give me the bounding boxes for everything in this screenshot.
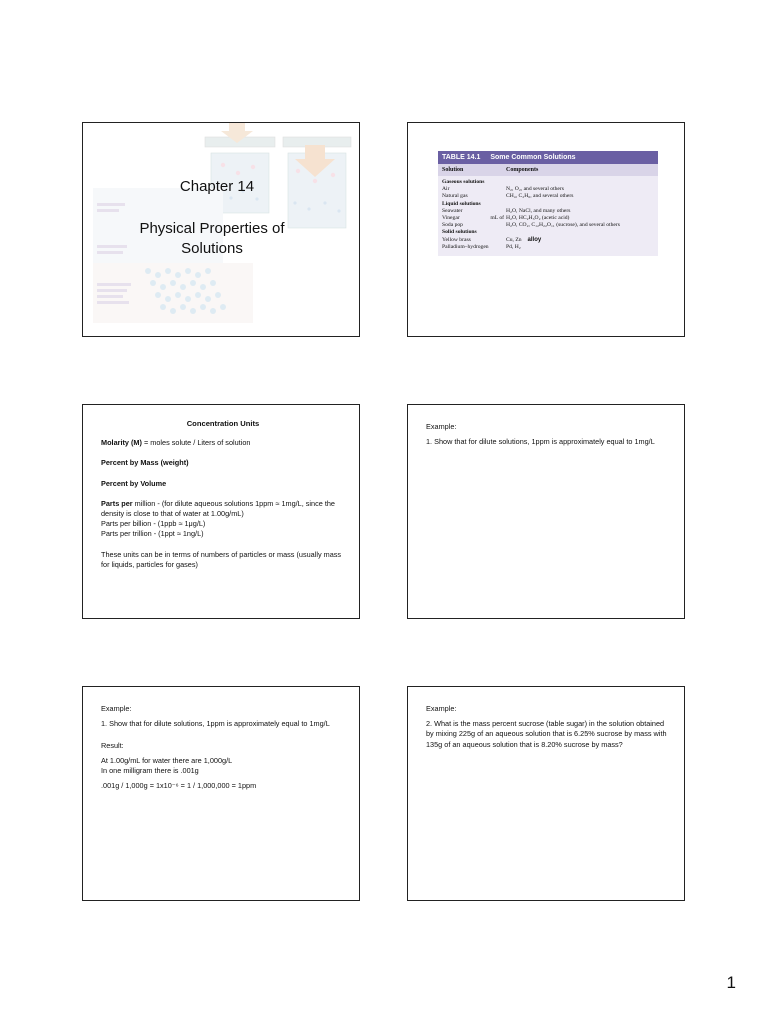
alloy-note: alloy (527, 236, 542, 243)
ppm-line (101, 499, 345, 519)
column-header-solution: Solution (442, 167, 464, 173)
table-row (442, 208, 654, 215)
slide-example-2 (407, 686, 685, 901)
example-label: Example: (426, 422, 457, 431)
row-components: Pd, H₂ (506, 243, 521, 250)
column-header-components: Components (506, 167, 539, 173)
molarity-text: = moles solute / Liters of solution (141, 438, 251, 448)
table-row (442, 193, 654, 200)
molarity-label: Molarity (M) (101, 438, 142, 448)
result-line-2: In one milligram there is .001g (101, 765, 199, 775)
row-solution-text: Vinegar (442, 214, 460, 221)
example-label: Example: (426, 704, 457, 713)
table-row (442, 222, 654, 229)
example-question: 2. What is the mass percent sucrose (table sugar) in the solution obtained by mixing 225g of an aqueous solution that is 6.25% sucrose by mass with 135g of an aqueous solution that is 8.20% sucrose by mass? (426, 719, 667, 749)
row-solution: Natural gas (442, 193, 468, 200)
table-row (442, 179, 654, 186)
slide-content (426, 704, 670, 750)
row-solution: Palladium–hydrogen (442, 243, 489, 250)
row-solution: Solid solutions (442, 229, 477, 236)
table-header (438, 151, 658, 164)
handwritten-note: mL of (490, 214, 504, 221)
chapter-title-line2: Solutions (181, 240, 243, 257)
row-solution (442, 215, 506, 222)
row-solution: Liquid solutions (442, 200, 481, 207)
ppb-line: Parts per billion - (1ppb ≈ 1μg/L) (101, 519, 206, 529)
row-components: H₂O, HC₂H₃O₂ (acetic acid) (506, 214, 570, 221)
chapter-title-line1: Physical Properties of (139, 220, 285, 237)
ppm-text: million - (for dilute aqueous solutions 1ppm ≈ 1mg/L, since the density is close to that of water at 1.00g/mL) (101, 498, 335, 519)
row-components: N₂, O₂, and several others (506, 186, 564, 193)
slide-example-1 (407, 404, 685, 619)
example-question: 1. Show that for dilute solutions, 1ppm is approximately equal to 1mg/L (101, 719, 330, 729)
table-body (438, 176, 658, 256)
row-components: H₂O, CO₂, C₁₂H₂₂O₁₁ (sucrose), and several others (506, 222, 620, 229)
table-number: TABLE 14.1 (442, 154, 481, 161)
percent-mass: Percent by Mass (weight) (101, 458, 189, 468)
ppm-label: Parts per (101, 498, 133, 508)
slide-title: Concentration Units (186, 419, 260, 428)
chapter-heading: Chapter 14 (179, 178, 255, 195)
slide-content (426, 422, 670, 447)
row-components: CH₄, C₂H₆, and several others (506, 193, 574, 200)
table-row (442, 237, 654, 244)
slide-example-1-result (82, 686, 360, 901)
result-label: Result: (101, 741, 124, 751)
row-solution: Gaseous solutions (442, 179, 485, 185)
table-title: Some Common Solutions (490, 154, 576, 161)
row-solution: Air (442, 186, 450, 193)
molarity-line (101, 438, 345, 448)
row-components: H₂O, NaCl, and many others (506, 207, 571, 214)
solutions-table (438, 151, 658, 256)
table-row (442, 186, 654, 193)
row-solution: Soda pop (442, 222, 463, 229)
slide-title (82, 122, 360, 337)
result-line-1: At 1.00g/mL for water there are 1,000g/L (101, 755, 233, 765)
slide-content (101, 419, 345, 570)
page-number: 1 (726, 973, 736, 992)
ppt-line: Parts per trillion - (1ppt ≈ 1ng/L) (101, 529, 204, 539)
table-row (442, 201, 654, 208)
row-components: Cu, Zn (506, 236, 522, 243)
table-row (442, 244, 654, 251)
example-label: Example: (101, 704, 132, 713)
percent-volume: Percent by Volume (101, 478, 167, 488)
table-row (442, 229, 654, 236)
table-column-headers (438, 164, 658, 176)
row-solution: Yellow brass (442, 236, 471, 243)
slide-table (407, 122, 685, 337)
result-line-3: .001g / 1,000g = 1x10⁻⁶ = 1 / 1,000,000 = 1ppm (101, 781, 257, 791)
slide-content (101, 704, 345, 791)
row-solution: Seawater (442, 207, 463, 214)
slide-concentration-units (82, 404, 360, 619)
units-note: These units can be in terms of numbers of particles or mass (usually mass for liquids, particles for gases) (101, 549, 342, 569)
example-question: 1. Show that for dilute solutions, 1ppm is approximately equal to 1mg/L (426, 437, 655, 447)
